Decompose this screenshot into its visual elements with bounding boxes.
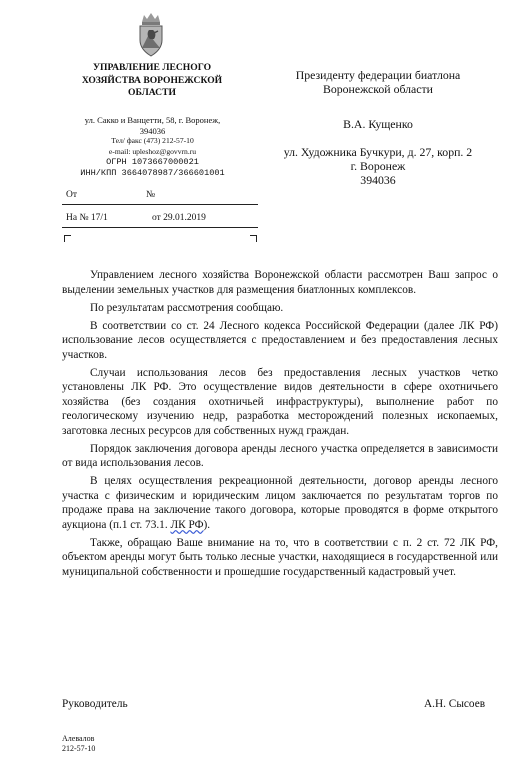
letter-body: [62, 268, 498, 583]
paragraph-6-text: В целях осуществления рекреационной деятельности, договор аренды лесного участка с физическим и юридическим лицом заключается по результатам торгов по продаже права на заключение такого договора, которые проводятся в форме открытого аукциона (п.1 ст. 73.1.: [62, 475, 498, 531]
recipient-line1: Президенту федерации биатлона: [295, 68, 461, 82]
recipient-address-line1: ул. Художника Бучкури, д. 27, корп. 2: [283, 145, 473, 159]
recipient-postcode: 394036: [360, 173, 396, 187]
sender-details: [60, 115, 245, 178]
registration-block: [62, 190, 262, 250]
executor-block: [62, 734, 95, 754]
sender-org-line1: УПРАВЛЕНИЕ ЛЕСНОГО: [92, 62, 212, 73]
corner-mark-right: [250, 235, 257, 242]
number-label: №: [146, 190, 156, 200]
reference-date: от 29.01.2019: [152, 213, 206, 223]
coat-of-arms-icon: [133, 12, 169, 58]
recipient-name: В.А. Кущенко: [343, 117, 413, 131]
sender-org-line3: ОБЛАСТИ: [128, 87, 176, 98]
executor-phone: 212-57-10: [62, 744, 96, 753]
from-line: [62, 204, 258, 205]
sender-phone: Тел/ факс (473) 212-57-10: [111, 136, 194, 145]
paragraph-1: Управлением лесного хозяйства Воронежской области рассмотрен Ваш запрос о выделении земельных участков для размещения биатлонных комплексов.: [62, 269, 498, 296]
paragraph-7: Также, обращаю Ваше внимание на то, что в соответствии с п. 2 ст. 72 ЛК РФ, объектом аренды могут быть только лесные участки, находящиеся в государственной или муниципальной собственности и прошедшие государственный кадастровый учет.: [62, 536, 498, 578]
reference-number: На № 17/1: [66, 213, 108, 223]
recipient-block: [258, 68, 498, 96]
paragraph-6: [62, 474, 498, 532]
from-label: От: [66, 190, 78, 200]
executor-name: Алевалов: [62, 734, 95, 743]
corner-mark-left: [64, 235, 71, 242]
signature-name: А.Н. Сысоев: [424, 698, 486, 710]
paragraph-2: По результатам рассмотрения сообщаю.: [90, 301, 284, 314]
sender-inn-kpp: ИНН/КПП 3664078987/366601001: [80, 167, 225, 178]
signature-position: Руководитель: [62, 698, 128, 710]
paragraph-3: В соответствии со ст. 24 Лесного кодекса Российской Федерации (далее ЛК РФ) использование лесов осуществляется с предоставлением и без предоставления лесных участков.: [62, 319, 498, 361]
paragraph-6-end: ).: [203, 518, 211, 531]
recipient-line2: Воронежской области: [322, 82, 433, 96]
sender-address-line2: 394036: [139, 125, 166, 136]
recipient-address-line2: г. Воронеж: [350, 159, 406, 173]
sender-email: e-mail: upleshoz@govvrn.ru: [108, 146, 197, 156]
sender-org-line2: ХОЗЯЙСТВА ВОРОНЕЖСКОЙ: [81, 74, 223, 86]
spellcheck-reference: ЛК РФ: [170, 518, 204, 531]
sender-ogrn: ОГРН 1073667000021: [106, 157, 199, 167]
paragraph-5: Порядок заключения договора аренды лесного участка определяется в зависимости от вида использования лесов.: [62, 442, 498, 469]
recipient-address: [258, 145, 498, 187]
sender-org-name: [62, 62, 242, 100]
sender-address-line1: ул. Сакко и Ванцетти, 58, г. Воронеж,: [84, 115, 221, 125]
reference-line: [62, 227, 258, 228]
paragraph-4: Случаи использования лесов без предоставления лесных участков четко установлены ЛК РФ. Это осуществление видов деятельности в сфере охотничьего хозяйства (без создания охотничьей инфраструктуры), выполнение работ по геологическому изучению недр, разработка месторождений полезных ископаемых, заготовка лесных ресурсов для собственных нужд граждан.: [62, 366, 498, 437]
